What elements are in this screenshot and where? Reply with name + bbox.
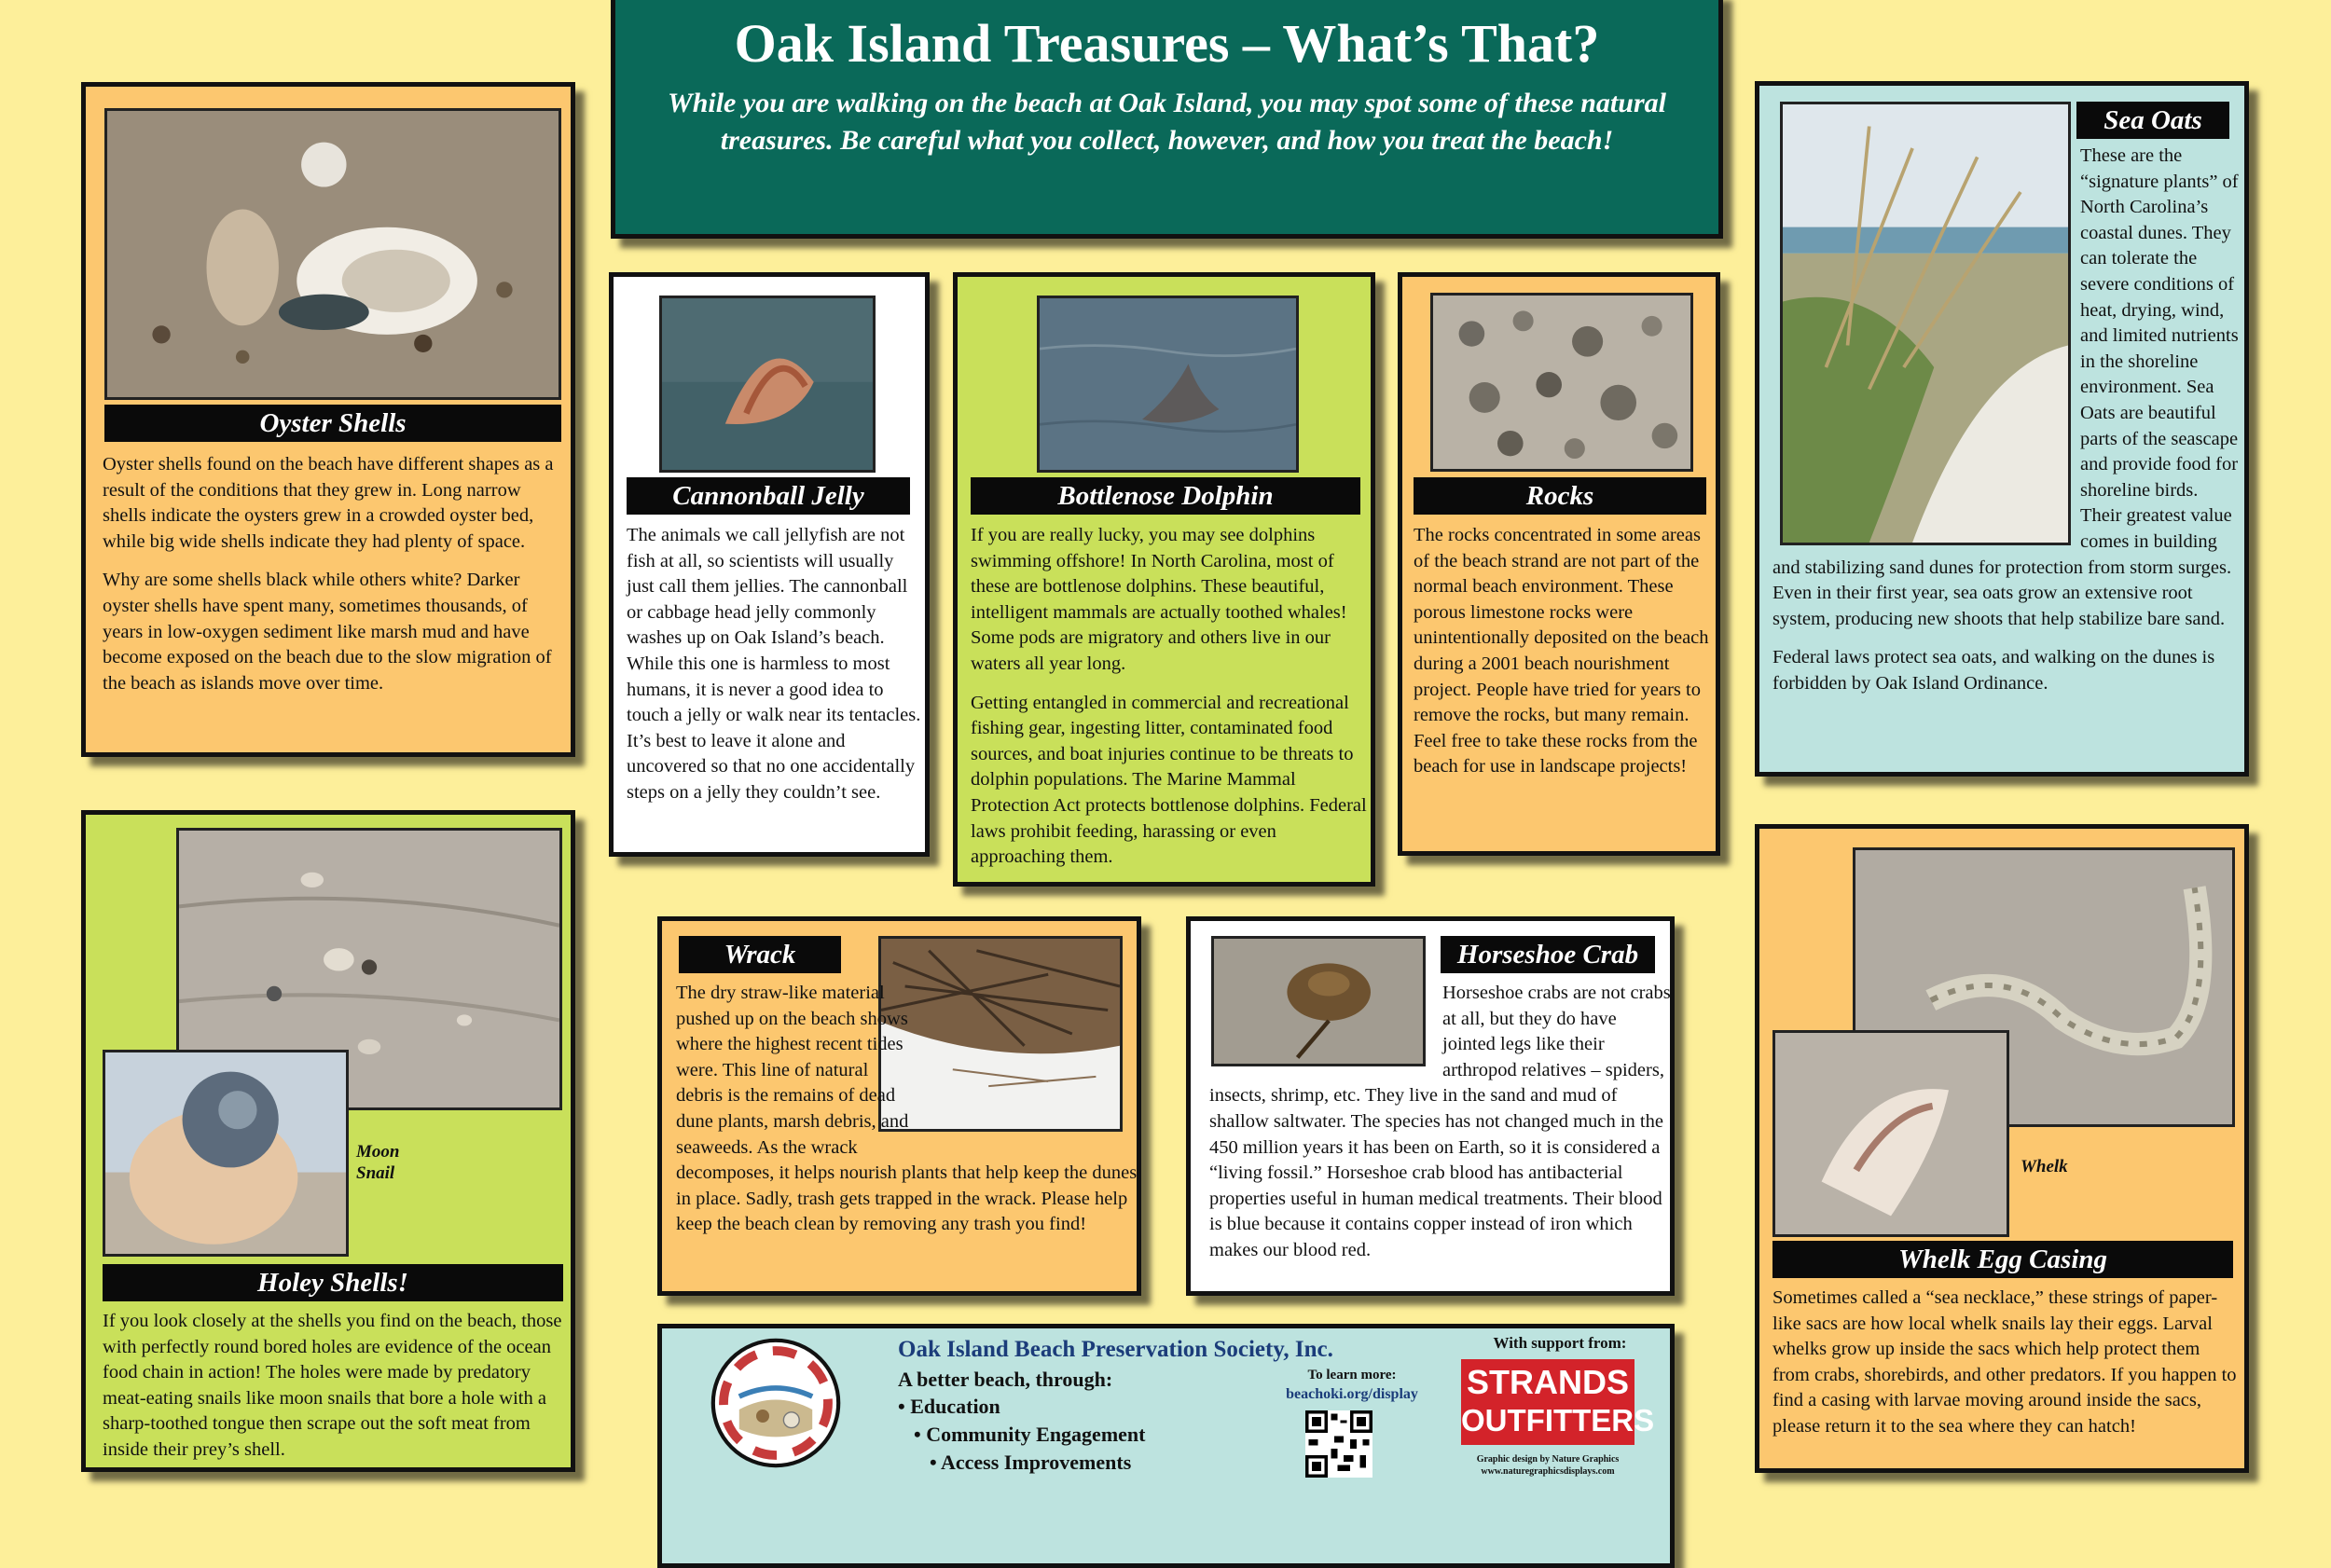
design-credit-url: www.naturegraphicsdisplays.com xyxy=(1481,1466,1615,1477)
whelk-shell-photo xyxy=(1772,1030,2009,1237)
holey-heading: Holey Shells! xyxy=(103,1264,563,1301)
header-banner xyxy=(611,0,1723,239)
whelk-paragraph-1: Sometimes called a “sea necklace,” these strings of paper-like sacs are how local whelk snails lay their eggs. Larval whelks grow up inside the sacs which help protect them from crabs, shorebirds, and other predators. If you happen to find a casing with larvae moving around inside the sacs, please return it to the sea where they can hatch! xyxy=(1772,1287,2237,1437)
crab-heading: Horseshoe Crab xyxy=(1441,936,1655,973)
learn-more-url[interactable]: beachoki.org/display xyxy=(1286,1386,1418,1402)
jelly-photo xyxy=(659,296,876,473)
dolphin-heading: Bottlenose Dolphin xyxy=(971,477,1360,515)
rocks-panel xyxy=(1398,272,1720,856)
dolphin-photo xyxy=(1037,296,1299,473)
seaoats-panel xyxy=(1755,81,2249,777)
whelk-text xyxy=(1772,1286,2239,1453)
design-credit: Graphic design by Nature Graphics xyxy=(1476,1454,1620,1465)
page-title: Oak Island Treasures – What’s That? xyxy=(734,13,1600,74)
org-item-label: Community Engagement xyxy=(926,1423,1146,1446)
oyster-photo xyxy=(104,108,561,400)
wrack-paragraph-1: The dry straw-like material pushed up on the beach shows where the highest recent tides were. This line of natural debris is the remains of dead dune plants, marsh debris, and seaweeds. As the wrack decomposes, it helps nourish plants that help keep the dunes in place. Sadly, trash gets trapped in the wrack. Please help keep the beach clean by removing any trash you find! xyxy=(676,983,1138,1235)
dolphin-text xyxy=(971,523,1370,884)
footer-panel xyxy=(657,1324,1675,1568)
qr-code-icon[interactable] xyxy=(1305,1410,1372,1478)
obps-logo xyxy=(710,1338,841,1468)
learn-more-label: To learn more: xyxy=(1307,1368,1397,1382)
dolphin-paragraph-2: Getting entangled in commercial and recreational fishing gear, ingesting litter, contaminated food sources, and boat injuries continue to be threats to dolphin populations. The Marine Mammal Protection Act protects bottlenose dolphins. Federal laws prohibit feeding, harassing or even approaching them. xyxy=(971,692,1367,868)
org-tagline: A better beach, through: xyxy=(898,1368,1113,1391)
moon-snail-photo xyxy=(103,1050,349,1257)
org-item-community: • Community Engagement xyxy=(914,1423,1146,1446)
seaoats-paragraph-1: These are the “signature plants” of North Carolina’s coastal dunes. They can tolerate the severe conditions of heat, drying, wind, and limited nutrients in the shoreline environment. Sea Oats are beautiful parts of the seascape and provide food for shoreline birds. Their greatest value comes in building and stabilizing sand dunes for protection from storm surges. Even in their first year, sea oats grow an extensive root system, producing new shoots that help stabilize bare sand. xyxy=(1772,145,2239,629)
rocks-paragraph-1: The rocks concentrated in some areas of the beach strand are not part of the normal beach environment. These porous limestone rocks were unintentionally deposited on the beach during a 2001 beach nourishment project. People have tried for years to remove the rocks, but many remain. Feel free to take these rocks from the beach for use in landscape projects! xyxy=(1414,525,1709,777)
oyster-text xyxy=(103,452,564,709)
jelly-text xyxy=(627,523,923,819)
crab-text xyxy=(1209,981,1672,1277)
jelly-panel xyxy=(609,272,930,857)
jelly-paragraph-1: The animals we call jellyfish are not fish at all, so scientists will usually just call them jellies. The cannonball or cabbage head jelly commonly washes up on Oak Island’s beach. While this one is harmless to most humans, it is never a good idea to touch a jelly or walk near its tentacles. It’s best to leave it alone and uncovered so that no one accidentally steps on a jelly they couldn’t see. xyxy=(627,525,921,803)
crab-panel xyxy=(1186,916,1675,1296)
sponsor-logo[interactable] xyxy=(1461,1359,1655,1445)
rocks-photo xyxy=(1430,293,1693,472)
whelk-caption: Whelk xyxy=(2021,1157,2068,1176)
seaoats-heading: Sea Oats xyxy=(2076,102,2229,139)
oyster-paragraph-2: Why are some shells black while others white? Darker oyster shells have spent many, sometimes thousands, of years in low-oxygen sediment like marsh mud and have become exposed on the beach due to the slow migration of the beach as islands move over time. xyxy=(103,570,552,694)
rocks-heading: Rocks xyxy=(1414,477,1706,515)
wrack-text xyxy=(676,981,1138,1251)
dolphin-panel xyxy=(953,272,1375,887)
holey-paragraph-1: If you look closely at the shells you find on the beach, those with perfectly round bored holes are evidence of the ocean food chain in action! The holes were made by predatory meat-eating snails like moon snails that bore a hole with a sharp-toothed tongue then scrape out the soft meat from inside their prey’s shell. xyxy=(103,1311,562,1460)
holey-text xyxy=(103,1309,569,1477)
moon-snail-caption: Moon Snail xyxy=(356,1142,400,1183)
org-item-education: • Education xyxy=(898,1395,1000,1418)
sponsor-name-line1: STRANDS xyxy=(1466,1363,1629,1401)
wrack-panel xyxy=(657,916,1141,1296)
org-item-label: Education xyxy=(910,1395,1000,1418)
page-subtitle: While you are walking on the beach at Oak Island, you may spot some of these natural treasures. Be careful what you collect, however, and how you treat the beach! xyxy=(668,88,1666,156)
dolphin-paragraph-1: If you are really lucky, you may see dolphins swimming offshore! In North Carolina, most of these are bottlenose dolphins. These beautiful, intelligent mammals are actually toothed whales! Some pods are migratory and others live in our waters all year long. xyxy=(971,525,1347,674)
whelk-heading: Whelk Egg Casing xyxy=(1772,1241,2233,1278)
whelk-panel xyxy=(1755,824,2249,1473)
support-label: With support from: xyxy=(1493,1334,1627,1352)
wrack-heading: Wrack xyxy=(679,936,841,973)
jelly-heading: Cannonball Jelly xyxy=(627,477,910,515)
rocks-text xyxy=(1414,523,1714,793)
org-name: Oak Island Beach Preservation Society, Inc. xyxy=(898,1337,1333,1362)
seaoats-text xyxy=(1772,144,2239,709)
sponsor-name-line2: OUTFITTERS xyxy=(1461,1403,1655,1437)
org-item-label: Access Improvements xyxy=(941,1451,1132,1474)
oyster-panel xyxy=(81,82,575,757)
holey-panel xyxy=(81,810,575,1472)
oyster-heading: Oyster Shells xyxy=(104,405,561,442)
crab-paragraph-1: Horseshoe crabs are not crabs at all, but they do have jointed legs like their arthropod relatives – spiders, insects, shrimp, etc. They live in the sand and mud of shallow saltwater. The species has not changed much in the 450 million years it has been on Earth, so it is considered a “living fossil.” Horseshoe crab blood has antibacterial properties useful in human medical treatments. Their blood is blue because it contains copper instead of iron which makes our blood red. xyxy=(1209,983,1671,1260)
oyster-paragraph-1: Oyster shells found on the beach have different shapes as a result of the conditions that they grew in. Long narrow shells indicate the oysters grew in a crowded oyster bed, while big wide shells indicate they had plenty of space. xyxy=(103,454,554,552)
org-item-access: • Access Improvements xyxy=(930,1451,1132,1474)
seaoats-paragraph-2: Federal laws protect sea oats, and walking on the dunes is forbidden by Oak Island Ordinance. xyxy=(1772,647,2215,694)
